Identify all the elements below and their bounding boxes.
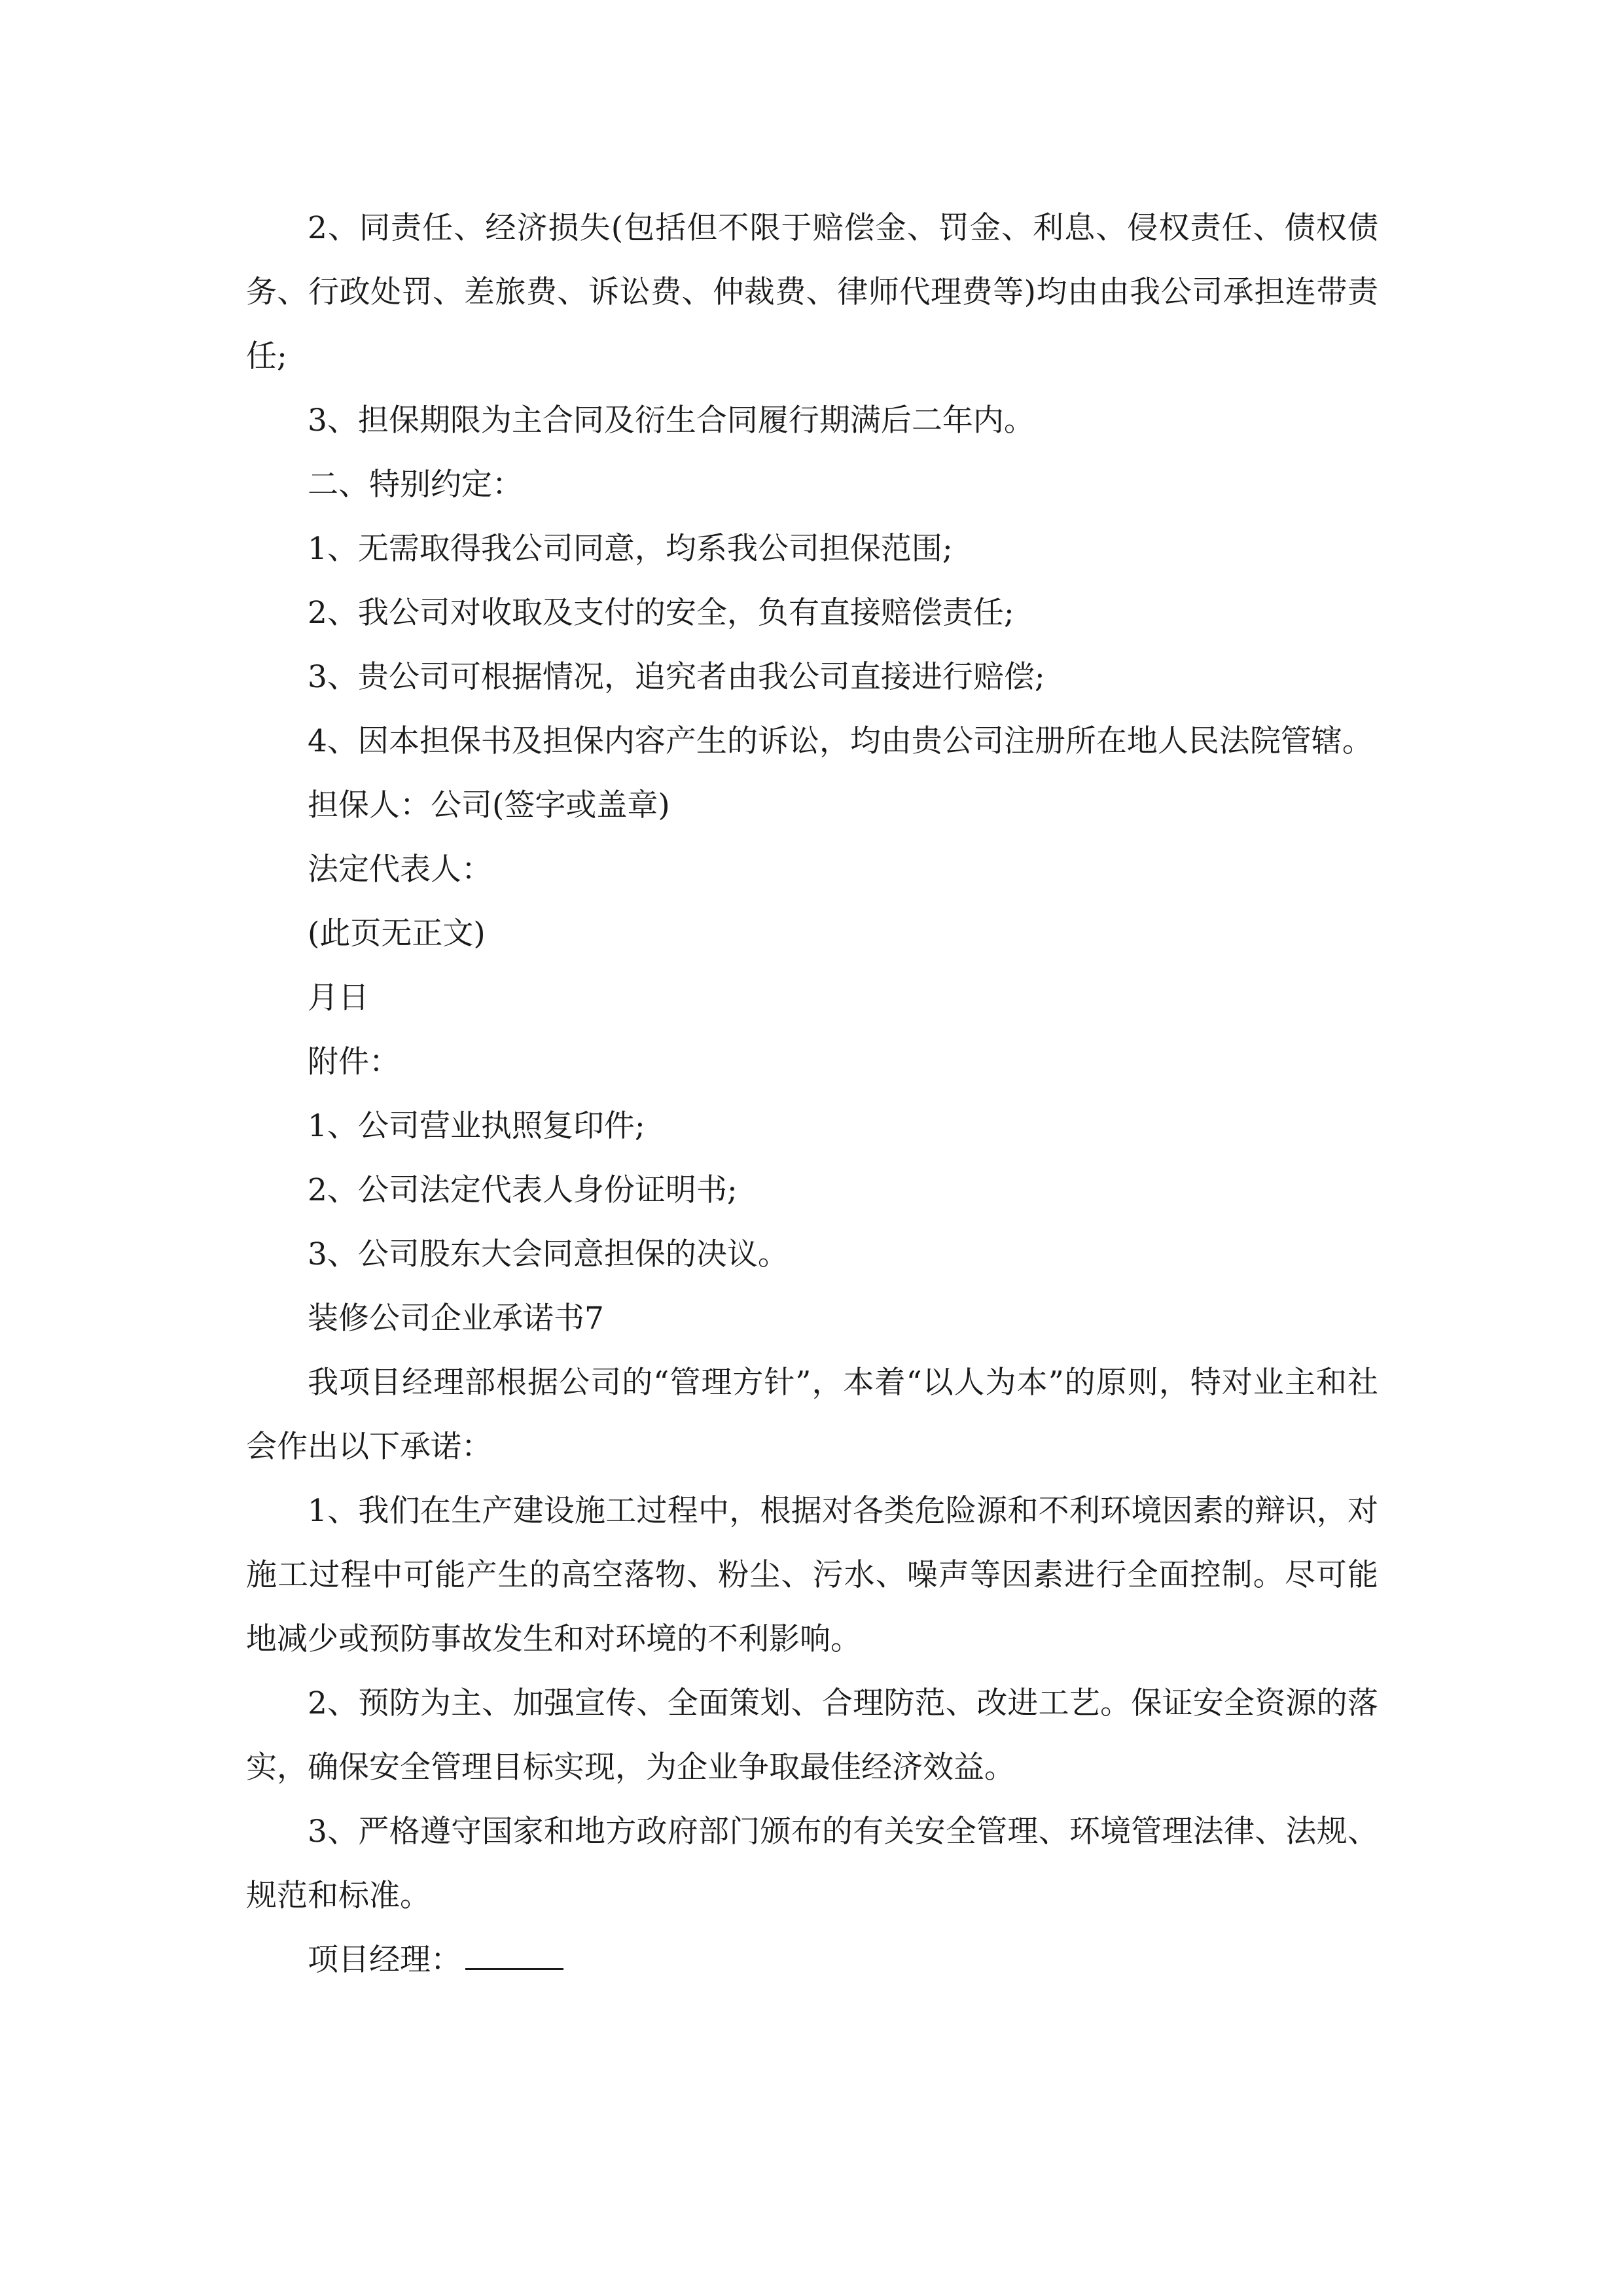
paragraph-liability-scope: 2、同责任、经济损失(包括但不限于赔偿金、罚金、利息、侵权责任、债权债务、行政处罚、差旅费、诉讼费、仲裁费、律师代理费等)均由由我公司承担连带责任; xyxy=(246,210,1378,374)
project-manager-label: 项目经理： xyxy=(308,1942,461,1978)
legal-representative-line: 法定代表人： xyxy=(308,852,492,888)
section-heading-special-terms: 二、特别约定： xyxy=(308,467,523,503)
special-term-2: 2、我公司对收取及支付的安全，负有直接赔偿责任; xyxy=(308,595,1014,631)
commitment-item-1: 1、我们在生产建设施工过程中，根据对各类危险源和不利环境因素的辩识，对施工过程中可能产生的高空落物、粉尘、污水、噪声等因素进行全面控制。尽可能地减少或预防事故发生和对环境的不利影响。 xyxy=(246,1493,1378,1657)
project-manager-signature-line xyxy=(246,1928,1378,1992)
special-term-4: 4、因本担保书及担保内容产生的诉讼，均由贵公司注册所在地人民法院管辖。 xyxy=(308,723,1373,759)
attachment-item-2: 2、公司法定代表人身份证明书; xyxy=(308,1172,738,1208)
document-body xyxy=(246,196,1378,1992)
special-term-3: 3、贵公司可根据情况，追究者由我公司直接进行赔偿; xyxy=(308,659,1045,695)
paragraph-guarantee-period: 3、担保期限为主合同及衍生合同履行期满后二年内。 xyxy=(308,403,1035,439)
commitment-item-2: 2、预防为主、加强宣传、全面策划、合理防范、改进工艺。保证安全资源的落实，确保安全管理目标实现，为企业争取最佳经济效益。 xyxy=(246,1685,1378,1785)
guarantor-line: 担保人：公司(签字或盖章) xyxy=(308,787,670,823)
section-title-commitment-7: 装修公司企业承诺书7 xyxy=(308,1300,604,1336)
commitment-item-3: 3、严格遵守国家和地方政府部门颁布的有关安全管理、环境管理法律、法规、规范和标准。 xyxy=(246,1814,1378,1914)
attachment-item-1: 1、公司营业执照复印件; xyxy=(308,1108,645,1144)
attachments-heading: 附件： xyxy=(308,1044,400,1080)
commitment-intro: 我项目经理部根据公司的“管理方针”，本着“以人为本”的原则，特对业主和社会作出以下承诺： xyxy=(246,1365,1378,1465)
date-line: 月日 xyxy=(308,980,369,1016)
no-body-note: (此页无正文) xyxy=(308,916,486,952)
special-term-1: 1、无需取得我公司同意，均系我公司担保范围; xyxy=(308,531,953,567)
attachment-item-3: 3、公司股东大会同意担保的决议。 xyxy=(308,1236,789,1272)
signature-blank xyxy=(465,1946,563,1970)
